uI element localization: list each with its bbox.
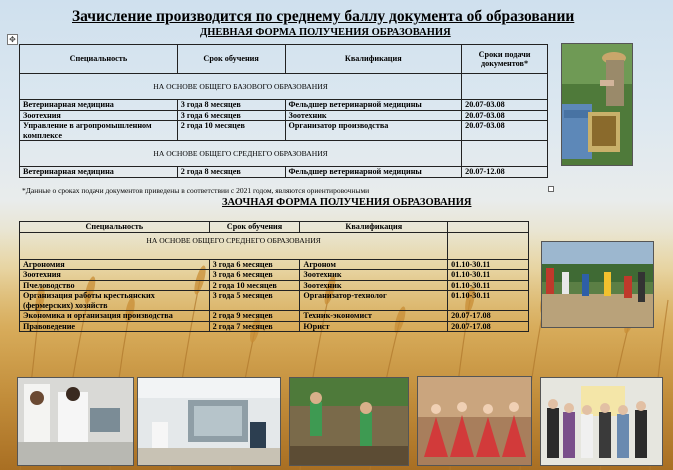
- fulltime-header-row: [20, 45, 548, 74]
- cell-duration: 2 года 8 месяцев: [177, 167, 285, 178]
- group-label: НА ОСНОВЕ ОБЩЕГО СРЕДНЕГО ОБРАЗОВАНИЯ: [20, 141, 462, 167]
- cell-duration: 3 года 6 месяцев: [177, 110, 285, 121]
- header-duration: Срок обучения: [177, 45, 285, 74]
- cell-qualification: Зоотехник: [300, 270, 448, 281]
- cell-deadline: 01.10-30.11: [448, 259, 529, 270]
- cell-deadline: 01.10-30.11: [448, 280, 529, 291]
- cell-deadline: 01.10-30.11: [448, 291, 529, 311]
- header-duration: Срок обучения: [209, 222, 300, 233]
- header-qualification: Квалификация: [300, 222, 448, 233]
- cell-specialty: Ветеринарная медицина: [20, 100, 178, 111]
- cell-duration: 2 года 10 месяцев: [177, 121, 285, 141]
- cell-qualification: Организатор-технолог: [300, 291, 448, 311]
- cell-duration: 3 года 8 месяцев: [177, 100, 285, 111]
- cell-qualification: Фельдшер ветеринарной медицины: [285, 100, 462, 111]
- workshop-photo: [137, 377, 281, 466]
- laboratory-photo: [17, 377, 134, 466]
- cell-deadline: 20.07-12.08: [462, 167, 548, 178]
- cell-duration: 2 года 9 месяцев: [209, 311, 300, 322]
- header-specialty: Специальность: [20, 45, 178, 74]
- header-deadlines: Сроки подачи документов*: [462, 45, 548, 74]
- group-row: [20, 74, 548, 100]
- cell-specialty: Ветеринарная медицина: [20, 167, 178, 178]
- table-resize-handle[interactable]: [548, 186, 554, 192]
- page-title: Зачисление производится по среднему баллу документа об образовании: [72, 8, 575, 25]
- dance-photo: [417, 376, 532, 466]
- cell-deadline: 20.07-17.08: [448, 311, 529, 322]
- cell-deadline: 20.07-03.08: [462, 121, 548, 141]
- cell-duration: 2 года 10 месяцев: [209, 280, 300, 291]
- cell-qualification: Зоотехник: [300, 280, 448, 291]
- cell-qualification: Зоотехник: [285, 110, 462, 121]
- cell-deadline: 20.07-17.08: [448, 321, 529, 332]
- cell-duration: 3 года 6 месяцев: [209, 259, 300, 270]
- cell-specialty: Зоотехния: [20, 110, 178, 121]
- cell-specialty: Организация работы крестьянских (фермерских) хозяйств: [20, 291, 210, 311]
- table-row: [20, 167, 548, 178]
- table-row: [20, 259, 529, 270]
- cell-specialty: Агрономия: [20, 259, 210, 270]
- cell-specialty: Пчеловодство: [20, 280, 210, 291]
- table-row: [20, 100, 548, 111]
- cell-duration: 2 года 7 месяцев: [209, 321, 300, 332]
- sports-event-photo: [541, 241, 654, 328]
- table-row: [20, 321, 529, 332]
- cell-qualification: Агроном: [300, 259, 448, 270]
- group-label: НА ОСНОВЕ ОБЩЕГО СРЕДНЕГО ОБРАЗОВАНИЯ: [20, 232, 448, 259]
- cell-duration: 3 года 6 месяцев: [209, 270, 300, 281]
- table-row: [20, 110, 548, 121]
- cell-qualification: Организатор производства: [285, 121, 462, 141]
- cell-deadline: 01.10-30.11: [448, 270, 529, 281]
- header-qualification: Квалификация: [285, 45, 462, 74]
- table-row: [20, 121, 548, 141]
- cell-specialty: Правоведение: [20, 321, 210, 332]
- header-deadlines: [448, 222, 529, 233]
- table-move-handle-icon[interactable]: ✥: [7, 34, 18, 45]
- parttime-heading: ЗАОЧНАЯ ФОРМА ПОЛУЧЕНИЯ ОБРАЗОВАНИЯ: [222, 197, 472, 208]
- cell-specialty: Зоотехния: [20, 270, 210, 281]
- group-row: [20, 232, 529, 259]
- parttime-header-row: [20, 222, 529, 233]
- fulltime-table: [19, 44, 548, 178]
- group-row: [20, 141, 548, 167]
- cell-qualification: Техник-экономист: [300, 311, 448, 322]
- header-specialty: Специальность: [20, 222, 210, 233]
- cell-deadline: 20.07-03.08: [462, 110, 548, 121]
- cell-duration: 3 года 5 месяцев: [209, 291, 300, 311]
- table-row: [20, 280, 529, 291]
- table-row: [20, 270, 529, 281]
- beekeeper-photo: [561, 43, 633, 166]
- table-row: [20, 291, 529, 311]
- group-label: НА ОСНОВЕ ОБЩЕГО БАЗОВОГО ОБРАЗОВАНИЯ: [20, 74, 462, 100]
- cell-deadline: 20.07-03.08: [462, 100, 548, 111]
- cell-specialty: Управление в агропромышленном комплексе: [20, 121, 178, 141]
- cell-qualification: Фельдшер ветеринарной медицины: [285, 167, 462, 178]
- fulltime-heading: ДНЕВНАЯ ФОРМА ПОЛУЧЕНИЯ ОБРАЗОВАНИЯ: [200, 27, 451, 38]
- parttime-table: [19, 221, 529, 332]
- footnote: *Данные о сроках подачи документов приведены в соответствии с 2021 годом, являются ориентировочными: [22, 186, 370, 195]
- table-row: [20, 311, 529, 322]
- cell-specialty: Экономика и организация производства: [20, 311, 210, 322]
- gardening-photo: [289, 377, 409, 466]
- cell-qualification: Юрист: [300, 321, 448, 332]
- group-photo: [540, 377, 663, 466]
